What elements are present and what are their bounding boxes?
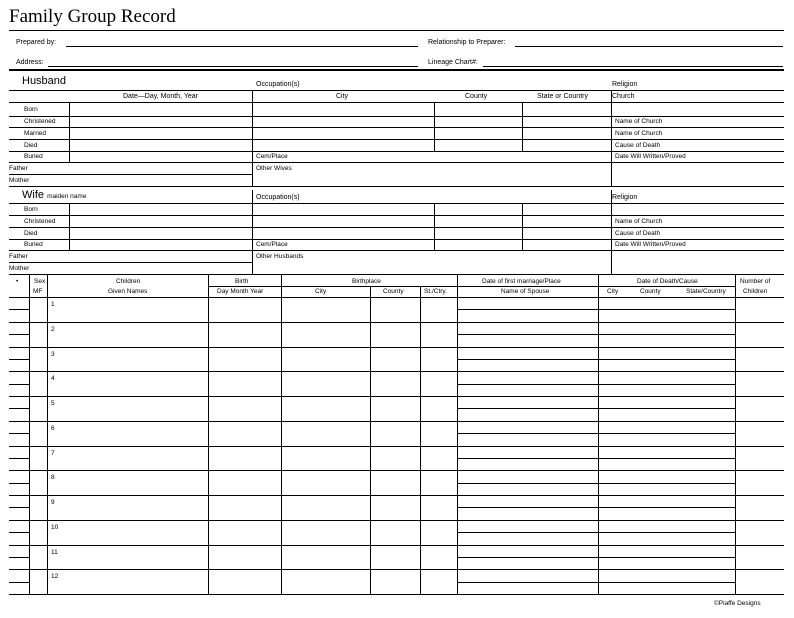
sex-header: Sex bbox=[34, 278, 46, 285]
husband-top-line bbox=[9, 90, 784, 91]
row-line bbox=[9, 116, 784, 117]
wife-cem-place: Cem/Place bbox=[256, 241, 288, 248]
death-header: Date of Death/Cause bbox=[637, 278, 698, 285]
death-city-header: City bbox=[607, 288, 619, 295]
col-line bbox=[252, 190, 253, 274]
child-row-line bbox=[9, 520, 784, 521]
husband-mother-label: Mother bbox=[9, 177, 30, 184]
col-line bbox=[69, 203, 70, 250]
row-tick bbox=[9, 532, 29, 533]
children-header: Children bbox=[116, 278, 141, 285]
wife-label: Wife bbox=[22, 189, 44, 201]
row-tick bbox=[9, 408, 29, 409]
husband-buried-label: Buried bbox=[24, 153, 43, 160]
col-line bbox=[208, 274, 209, 594]
row-line bbox=[9, 274, 784, 275]
child-number: 3 bbox=[51, 350, 55, 358]
row-tick bbox=[9, 507, 29, 508]
row-tick bbox=[9, 334, 29, 335]
wife-will-date: Date Will Written/Proved bbox=[615, 241, 686, 248]
relationship-label: Relationship to Preparer: bbox=[428, 39, 506, 46]
child-number: 2 bbox=[51, 325, 55, 333]
col-line bbox=[281, 274, 282, 594]
wife-buried-label: Buried bbox=[24, 241, 43, 248]
st-ctry-header: St./Ctry. bbox=[424, 288, 447, 295]
husband-father-label: Father bbox=[9, 165, 28, 172]
husband-name-of-church-2: Name of Church bbox=[615, 130, 663, 137]
row-line bbox=[9, 162, 784, 163]
col-line bbox=[420, 286, 421, 594]
row-line bbox=[9, 203, 784, 204]
spouse-line[interactable] bbox=[457, 507, 735, 508]
bullet-marker: • bbox=[16, 278, 19, 285]
spouse-line[interactable] bbox=[457, 483, 735, 484]
mf-header: MF bbox=[33, 288, 43, 295]
other-husbands-label: Other Husbands bbox=[256, 253, 304, 260]
child-number: 10 bbox=[51, 523, 59, 531]
col-line bbox=[611, 90, 612, 186]
spouse-line[interactable] bbox=[457, 384, 735, 385]
row-line bbox=[9, 127, 784, 128]
lineage-field[interactable] bbox=[483, 66, 783, 67]
maiden-name-label: maiden name bbox=[47, 193, 87, 200]
col-line bbox=[29, 274, 30, 594]
col-line bbox=[457, 274, 458, 594]
header-divider bbox=[9, 69, 784, 71]
child-row-line bbox=[9, 569, 784, 570]
col-line bbox=[522, 203, 523, 250]
child-number: 5 bbox=[51, 400, 55, 407]
spouse-line[interactable] bbox=[457, 309, 735, 310]
row-tick bbox=[9, 359, 29, 360]
birth-county-header: County bbox=[383, 288, 404, 295]
spouse-line[interactable] bbox=[457, 582, 735, 583]
husband-born-label: Born bbox=[24, 106, 38, 113]
wife-died-label: Died bbox=[24, 230, 38, 237]
husband-heading: Husband bbox=[22, 75, 67, 87]
spouse-header: Name of Spouse bbox=[501, 288, 550, 295]
child-number: 6 bbox=[51, 424, 55, 432]
title-underline bbox=[9, 30, 784, 31]
spouse-line[interactable] bbox=[457, 458, 735, 459]
col-church-header: Church bbox=[612, 93, 635, 100]
death-county-header: County bbox=[640, 288, 661, 295]
child-row-line bbox=[9, 446, 784, 447]
row-tick bbox=[9, 483, 29, 484]
child-row-line bbox=[9, 495, 784, 496]
husband-cause-of-death: Cause of Death bbox=[615, 142, 661, 149]
row-line bbox=[9, 262, 252, 263]
child-row-line bbox=[9, 594, 784, 595]
footer-copyright: ©Piaffe Designs bbox=[714, 600, 761, 607]
col-city-header: City bbox=[336, 93, 349, 100]
child-row-line bbox=[9, 371, 784, 372]
spouse-line[interactable] bbox=[457, 433, 735, 434]
child-row-line bbox=[9, 545, 784, 546]
husband-married-label: Married bbox=[24, 130, 47, 137]
child-number: 1 bbox=[51, 301, 55, 308]
child-row-line bbox=[9, 470, 784, 471]
number-of-header: Number of bbox=[740, 278, 771, 285]
child-number: 11 bbox=[51, 548, 58, 556]
child-row-line bbox=[9, 421, 784, 422]
row-line bbox=[9, 250, 784, 251]
given-names-header: Given Names bbox=[108, 288, 148, 295]
husband-occupation-label: Occupation(s) bbox=[256, 81, 300, 88]
col-line bbox=[598, 274, 599, 594]
birthplace-header: Birthplace bbox=[352, 278, 381, 285]
col-line bbox=[69, 102, 70, 162]
row-line bbox=[9, 186, 784, 187]
child-row-line bbox=[9, 322, 784, 323]
col-line bbox=[434, 102, 435, 151]
row-tick bbox=[9, 433, 29, 434]
lineage-label: Lineage Chart#: bbox=[428, 59, 478, 66]
row-tick bbox=[9, 384, 29, 385]
prepared-by-field[interactable] bbox=[66, 46, 418, 47]
other-wives-label: Other Wives bbox=[256, 165, 292, 172]
col-line bbox=[370, 286, 371, 594]
birth-city-header: City bbox=[315, 288, 327, 295]
child-number: 8 bbox=[51, 474, 55, 482]
address-field[interactable] bbox=[48, 66, 418, 67]
husband-will-date: Date Will Written/Proved bbox=[615, 153, 686, 160]
col-line bbox=[47, 274, 48, 594]
wife-cause-of-death: Cause of Death bbox=[615, 230, 661, 237]
day-month-year-header: Day Month Year bbox=[217, 288, 264, 295]
row-tick bbox=[9, 309, 29, 310]
wife-occupation-label: Occupation(s) bbox=[256, 194, 300, 201]
row-line bbox=[9, 297, 784, 298]
row-line bbox=[9, 174, 252, 175]
child-number: 12 bbox=[51, 573, 59, 581]
spouse-line[interactable] bbox=[457, 334, 735, 335]
row-line bbox=[9, 239, 784, 240]
spouse-line[interactable] bbox=[457, 408, 735, 409]
col-line bbox=[252, 90, 253, 186]
child-row-line bbox=[9, 347, 784, 348]
col-line bbox=[735, 274, 736, 594]
child-row-line bbox=[9, 396, 784, 397]
col-date-header: Date—Day, Month, Year bbox=[123, 93, 198, 100]
spouse-line[interactable] bbox=[457, 359, 735, 360]
husband-header-line bbox=[9, 102, 784, 103]
col-line bbox=[611, 190, 612, 274]
spouse-line[interactable] bbox=[457, 557, 735, 558]
col-line bbox=[434, 203, 435, 250]
address-label: Address: bbox=[16, 59, 44, 66]
death-state-header: State/Country bbox=[686, 288, 726, 295]
wife-christened-label: Christened bbox=[24, 218, 56, 225]
husband-died-label: Died bbox=[24, 142, 38, 149]
wife-name-of-church: Name of Church bbox=[615, 218, 663, 225]
child-number: 4 bbox=[51, 375, 55, 383]
row-tick bbox=[9, 458, 29, 459]
relationship-field[interactable] bbox=[515, 46, 783, 47]
prepared-by-label: Prepared by: bbox=[16, 39, 57, 46]
row-line bbox=[598, 286, 735, 287]
spouse-line[interactable] bbox=[457, 532, 735, 533]
row-tick bbox=[9, 582, 29, 583]
wife-born-label: Born bbox=[24, 206, 38, 213]
child-number: 7 bbox=[51, 449, 55, 457]
children-count-header: Children bbox=[743, 288, 768, 295]
col-state-header: State or Country bbox=[537, 93, 588, 100]
col-line bbox=[522, 102, 523, 151]
col-county-header: County bbox=[465, 93, 488, 100]
row-line bbox=[9, 215, 784, 216]
birth-header: Birth bbox=[235, 278, 249, 285]
row-line bbox=[9, 139, 784, 140]
row-line bbox=[9, 227, 784, 228]
row-tick bbox=[9, 557, 29, 558]
wife-heading bbox=[22, 189, 86, 201]
husband-religion-label: Religion bbox=[612, 81, 638, 88]
row-line bbox=[209, 286, 598, 287]
husband-christened-label: Christened bbox=[24, 118, 56, 125]
wife-religion-label: Religion bbox=[612, 194, 638, 201]
wife-mother-label: Mother bbox=[9, 265, 30, 272]
husband-cem-place: Cem/Place bbox=[256, 153, 288, 160]
child-number: 9 bbox=[51, 499, 55, 506]
wife-father-label: Father bbox=[9, 253, 28, 260]
row-line bbox=[9, 151, 784, 152]
page-title: Family Group Record bbox=[9, 6, 176, 27]
husband-name-of-church-1: Name of Church bbox=[615, 118, 663, 125]
first-marriage-header: Date of first marriage/Place bbox=[482, 278, 561, 285]
